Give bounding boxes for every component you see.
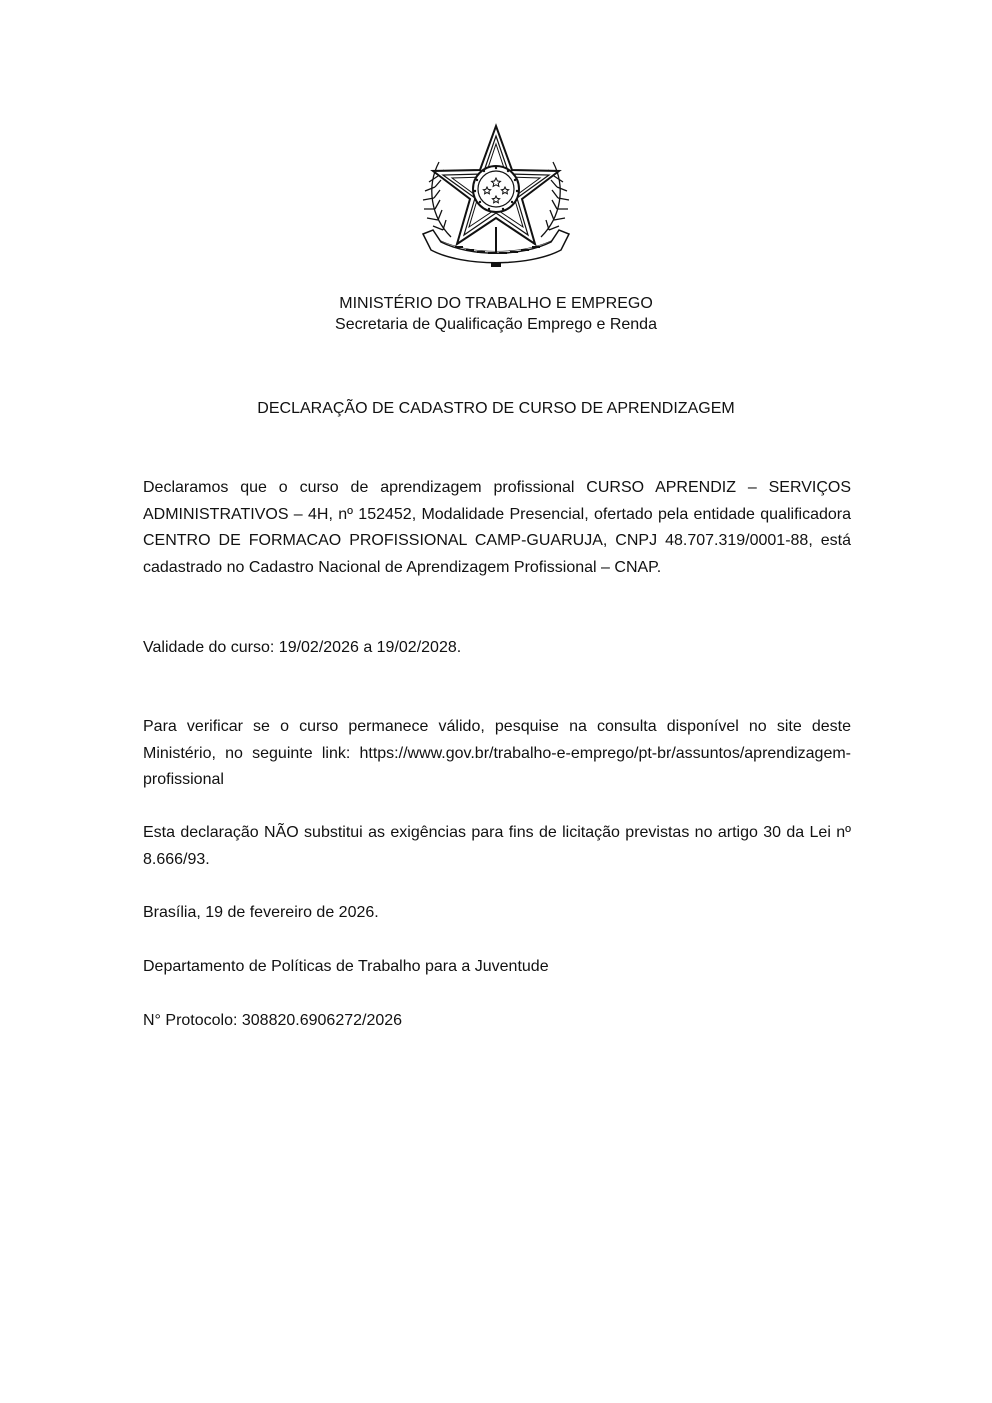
brazil-coat-of-arms-seal — [411, 122, 581, 270]
letterhead — [0, 293, 992, 335]
department-name: Departamento de Políticas de Trabalho para a Juventude — [143, 958, 549, 975]
secretariat-name: Secretaria de Qualificação Emprego e Renda — [335, 316, 657, 333]
declaration-paragraph: Declaramos que o curso de aprendizagem profissional CURSO APRENDIZ – SERVIÇOS ADMINISTRATIVOS – 4H, nº 152452, Modalidade Presencial, ofertado pela entidade qualificadora CENTRO DE FORMACAO PROFISSIONAL CAMP-GUARUJA, CNPJ 48.707.319/0001-88, está cadastrado no Cadastro Nacional de Aprendizagem Profissional – CNAP. — [143, 479, 851, 576]
document-title: DECLARAÇÃO DE CADASTRO DE CURSO DE APRENDIZAGEM — [257, 400, 735, 417]
protocol-number: N° Protocolo: 308820.6906272/2026 — [143, 1012, 403, 1029]
ministry-name: MINISTÉRIO DO TRABALHO E EMPREGO — [339, 295, 653, 312]
licitation-paragraph: Esta declaração NÃO substitui as exigências para fins de licitação previstas no artigo 30 da Lei nº 8.666/93. — [143, 824, 851, 868]
verification-paragraph: Para verificar se o curso permanece válido, pesquise na consulta disponível no site deste Ministério, no seguinte link: https://www.gov.br/trabalho-e-emprego/pt-br/assuntos/aprendizagem-profissional — [143, 718, 851, 789]
place-date: Brasília, 19 de fevereiro de 2026. — [143, 904, 379, 921]
validity-paragraph: Validade do curso: 19/02/2026 a 19/02/2028. — [143, 639, 462, 656]
